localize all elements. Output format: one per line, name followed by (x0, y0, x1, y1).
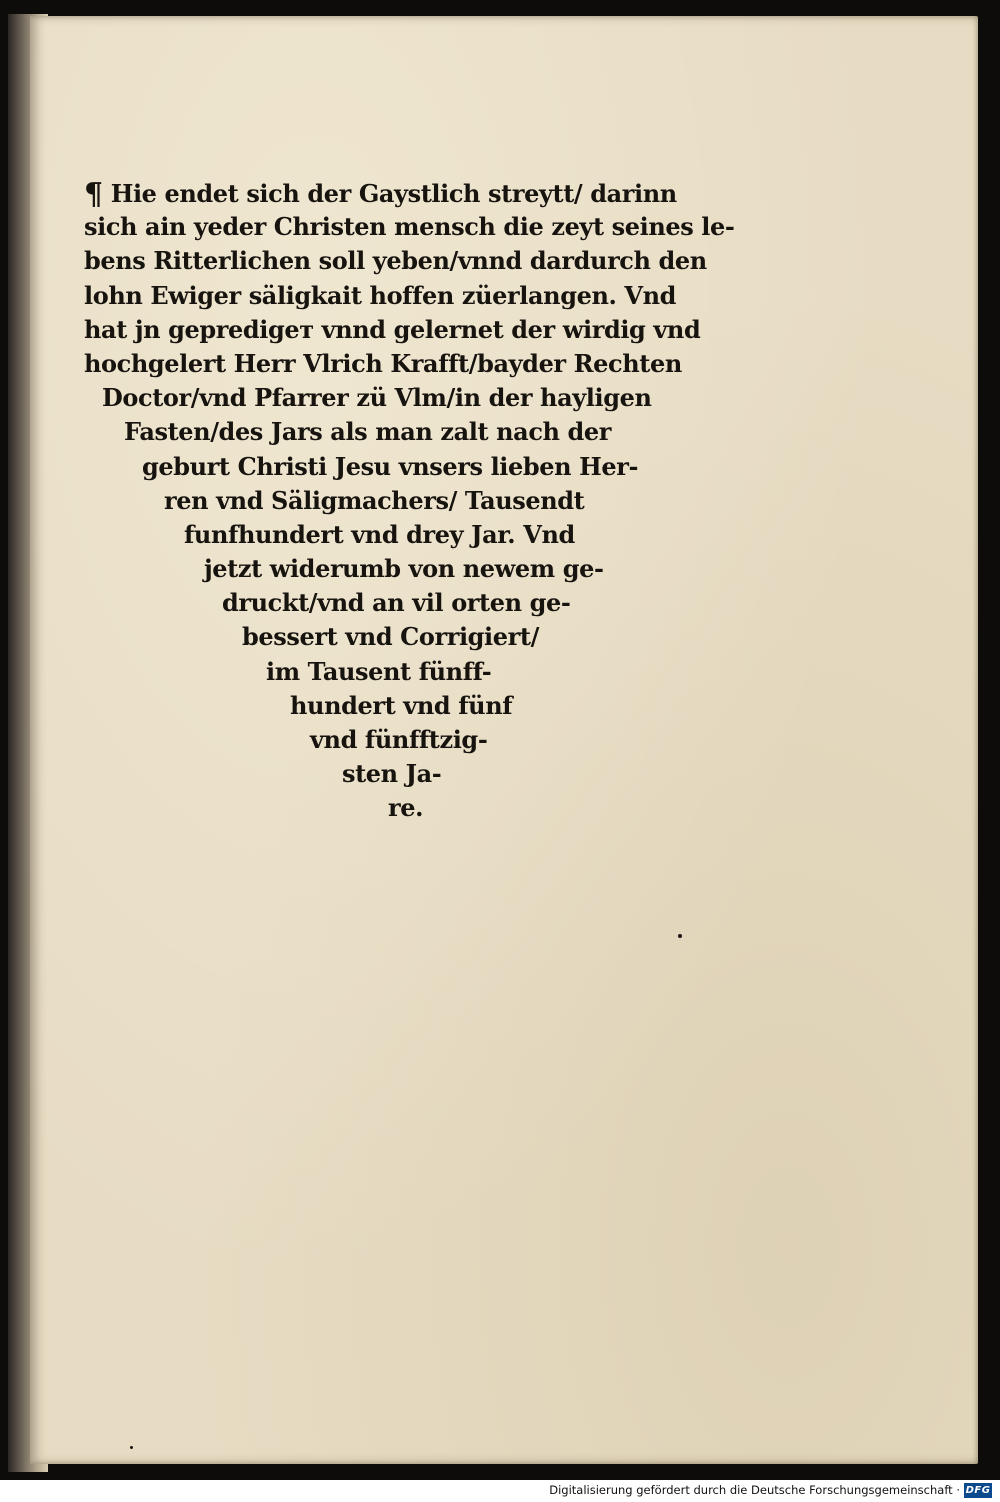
ink-speck (678, 934, 682, 938)
text-line: druckt/vnd an vil orten ge- (222, 588, 571, 618)
text-line: jetzt widerumb von newem ge- (204, 554, 604, 584)
text-line: sten Ja- (342, 759, 442, 789)
text-line: lohn Ewiger säligkait hoffen züerlangen. Vnd (84, 280, 677, 310)
text-line: ren vnd Säligmachers/ Tausendt (164, 485, 585, 515)
colophon-text (84, 176, 784, 826)
text-line: vnd fünfftzig- (310, 725, 488, 754)
footer-bar (0, 1480, 1000, 1502)
text-line: geburt Christi Jesu vnsers lieben Her- (142, 451, 639, 481)
text-line: re. (388, 793, 424, 823)
funding-credit: Digitalisierung gefördert durch die Deutsche Forschungsgemeinschaft · (549, 1483, 960, 1497)
text-line: Doctor/vnd Pfarrer zü Vlm/in der hayligen (102, 383, 652, 413)
text-line: hochgelert Herr Vlrich Krafft/bayder Rechten (84, 348, 682, 378)
text-line: funfhundert vnd drey Jar. Vnd (184, 519, 575, 549)
text-line: hat jn gepredigет vnnd gelernet der wirdig vnd (84, 314, 701, 344)
text-line: sich ain yeder Christen mensch die zeyt seines le- (84, 212, 735, 242)
book-page (30, 16, 978, 1464)
text-line: bens Ritterlichen soll yeben/vnnd dardurch den (84, 246, 707, 276)
text-line: bessert vnd Corrigiert/ (242, 622, 539, 652)
ink-speck (130, 1446, 133, 1449)
text-line: Fasten/des Jars als man zalt nach der (124, 417, 612, 447)
text-line: im Tausent fünff- (266, 656, 492, 686)
text-line: hundert vnd fünf (290, 690, 513, 720)
dfg-logo[interactable]: DFG (965, 1485, 991, 1496)
text-line: ¶ Hie endet sich der Gaystlich streytt/ darinn (84, 177, 677, 212)
paragraph-mark-icon: ¶ (84, 177, 103, 212)
